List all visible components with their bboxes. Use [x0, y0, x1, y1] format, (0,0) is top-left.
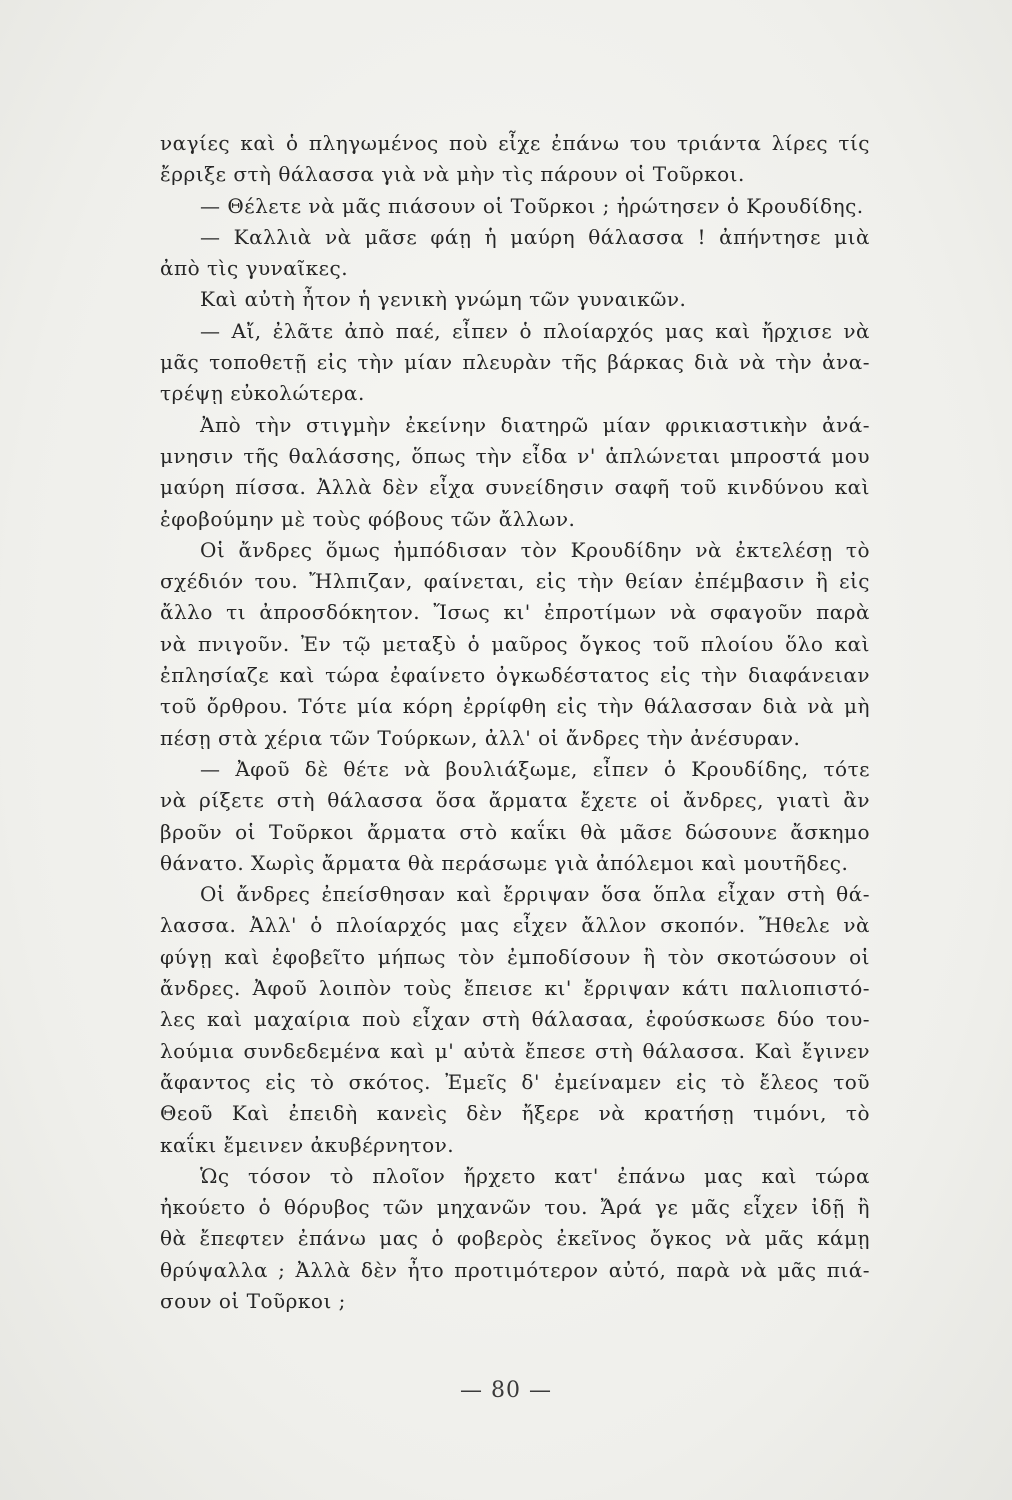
text-line: ἀπὸ τὶς γυναῖκες. [160, 256, 349, 281]
text-line: ἔρριξε στὴ θάλασσα γιὰ νὰ μὴν τὶς πάρουν οἱ Τοῦρκοι. [160, 162, 745, 187]
text-line: Θεοῦ Καὶ ἐπειδὴ κανεὶς δὲν ἤξερε νὰ κρατήσῃ τιμόνι, τὸ [160, 1101, 870, 1126]
text-line: Οἱ ἄνδρες ὅμως ἠμπόδισαν τὸν Κρουδίδην νὰ ἐκτελέσῃ τὸ [200, 537, 870, 562]
page-number: — 80 — [460, 1378, 552, 1403]
text-line: πέσῃ στὰ χέρια τῶν Τούρκων, ἀλλ' οἱ ἄνδρες τὴν ἀνέσυραν. [160, 725, 801, 750]
text-line: τρέψῃ εὐκολώτερα. [160, 381, 365, 406]
text-line: Ἀπὸ τὴν στιγμὴν ἐκείνην διατηρῶ μίαν φρικιαστικὴν ἀνά- [200, 412, 870, 437]
text-line: θρύψαλλα ; Ἀλλὰ δὲν ἦτο προτιμότερον αὐτό, παρὰ νὰ μᾶς πιά- [160, 1257, 870, 1282]
text-line: Ὡς τόσον τὸ πλοῖον ἤρχετο κατ' ἐπάνω μας καὶ τώρα [200, 1163, 870, 1188]
text-line: — Αἴ, ἐλᾶτε ἀπὸ παέ, εἶπεν ὁ πλοίαρχός μας καὶ ἤρχισε νὰ [200, 318, 870, 343]
text-line: — Ἀφοῦ δὲ θέτε νὰ βουλιάξωμε, εἶπεν ὁ Κρουδίδης, τότε [200, 756, 870, 781]
text-line: θάνατο. Χωρὶς ἄρματα θὰ περάσωμε γιὰ ἀπόλεμοι καὶ μουτῆδες. [160, 850, 849, 875]
text-line: ἠκούετο ὁ θόρυβος τῶν μηχανῶν του. Ἄρά γε μᾶς εἶχεν ἰδῇ ἢ [160, 1195, 870, 1220]
text-line: νὰ ρίξετε στὴ θάλασσα ὅσα ἄρματα ἔχετε οἱ ἄνδρες, γιατὶ ἂν [160, 788, 870, 813]
text-line: ἐφοβούμην μὲ τοὺς φόβους τῶν ἄλλων. [160, 506, 576, 531]
text-line: ἄφαντος εἰς τὸ σκότος. Ἐμεῖς δ' ἐμείναμεν εἰς τὸ ἔλεος τοῦ [160, 1069, 870, 1094]
text-line: νὰ πνιγοῦν. Ἐν τῷ μεταξὺ ὁ μαῦρος ὄγκος τοῦ πλοίου ὅλο καὶ [160, 631, 870, 656]
text-line: ἐπλησίαζε καὶ τώρα ἐφαίνετο ὀγκωδέστατος εἰς τὴν διαφάνειαν [160, 663, 870, 688]
text-line: μνησιν τῆς θαλάσσης, ὅπως τὴν εἶδα ν' ἁπλώνεται μπροστά μου [160, 443, 870, 468]
text-line: θὰ ἔπεφτεν ἐπάνω μας ὁ φοβερὸς ἐκεῖνος ὄγκος νὰ μᾶς κάμῃ [160, 1226, 870, 1251]
text-line: λασσα. Ἀλλ' ὁ πλοίαρχός μας εἶχεν ἄλλον σκοπόν. Ἤθελε νὰ [160, 913, 870, 938]
text-line: ἄνδρες. Ἀφοῦ λοιπὸν τοὺς ἔπεισε κι' ἔρριψαν κάτι παλιοπιστό- [160, 976, 870, 1001]
text-line: ἄλλο τι ἀπροσδόκητον. Ἴσως κι' ἐπροτίμων νὰ σφαγοῦν παρὰ [160, 600, 870, 625]
text-line: Οἱ ἄνδρες ἐπείσθησαν καὶ ἔρριψαν ὅσα ὅπλα εἶχαν στὴ θά- [200, 882, 870, 907]
text-line: τοῦ ὄρθρου. Τότε μία κόρη ἐρρίφθη εἰς τὴν θάλασσαν διὰ νὰ μὴ [160, 694, 870, 719]
text-line: καΐκι ἔμεινεν ἀκυβέρνητον. [160, 1132, 455, 1157]
text-line: φύγῃ καὶ ἐφοβεῖτο μήπως τὸν ἐμποδίσουν ἢ τὸν σκοτώσουν οἱ [160, 944, 870, 969]
text-line: λούμια συνδεδεμένα καὶ μ' αὐτὰ ἔπεσε στὴ θάλασσα. Καὶ ἔγινεν [160, 1038, 870, 1063]
text-line: βροῦν οἱ Τοῦρκοι ἄρματα στὸ καΐκι θὰ μᾶσε δώσουνε ἄσκημο [160, 819, 870, 844]
text-line: — Θέλετε νὰ μᾶς πιάσουν οἱ Τοῦρκοι ; ἠρώτησεν ὁ Κρουδίδης. [200, 193, 864, 218]
text-line: λες καὶ μαχαίρια ποὺ εἶχαν στὴ θάλασαα, ἐφούσκωσε δύο του- [160, 1007, 870, 1032]
text-line: σουν οἱ Τοῦρκοι ; [160, 1288, 346, 1313]
text-line: μαύρη πίσσα. Ἀλλὰ δὲν εἶχα συνείδησιν σαφῆ τοῦ κινδύνου καὶ [160, 475, 870, 500]
text-line: ναγίες καὶ ὁ πληγωμένος ποὺ εἶχε ἐπάνω του τριάντα λίρες τίς [160, 131, 870, 155]
text-line: μᾶς τοποθετῇ εἰς τὴν μίαν πλευρὰν τῆς βάρκας διὰ νὰ τὴν ἀνα- [160, 350, 870, 375]
text-line: σχέδιόν του. Ἤλπιζαν, φαίνεται, εἰς τὴν θείαν ἐπέμβασιν ἢ εἰς [160, 569, 870, 594]
text-line: Καὶ αὐτὴ ἦτον ἡ γενικὴ γνώμη τῶν γυναικῶν. [200, 287, 687, 312]
body-text [160, 128, 870, 1317]
text-line: — Καλλιὰ νὰ μᾶσε φάῃ ἡ μαύρη θάλασσα ! ἀπήντησε μιὰ [200, 224, 870, 249]
